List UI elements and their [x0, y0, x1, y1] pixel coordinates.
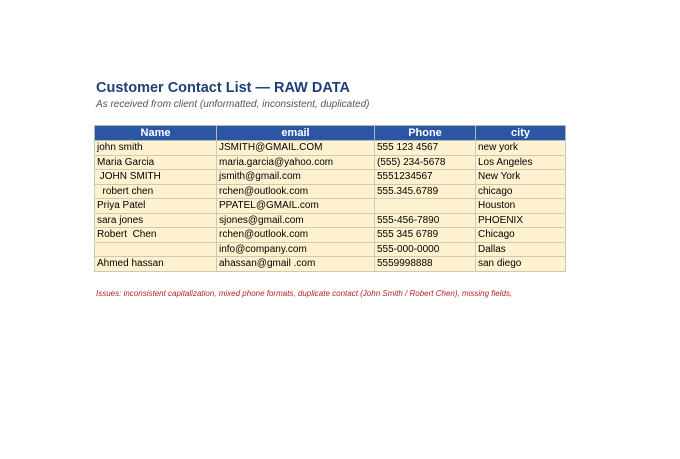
cell-email: info@company.com: [217, 242, 375, 257]
cell-name: Priya Patel: [95, 199, 217, 214]
cell-email: sjones@gmail.com: [217, 213, 375, 228]
table-row: [95, 242, 566, 257]
document-title: Customer Contact List — RAW DATA: [96, 80, 351, 96]
cell-phone: 555 345 6789: [375, 228, 476, 243]
cell-email: JSMITH@GMAIL.COM: [217, 141, 375, 156]
cell-email: maria.garcia@yahoo.com: [217, 155, 375, 170]
table-body: [95, 141, 566, 272]
table-row: [95, 213, 566, 228]
cell-city: Los Angeles: [476, 155, 566, 170]
cell-phone: 555 123 4567: [375, 141, 476, 156]
cell-name: Ahmed hassan: [95, 257, 217, 272]
cell-name: sara jones: [95, 213, 217, 228]
cell-phone: 5551234567: [375, 170, 476, 185]
cell-city: PHOENIX: [476, 213, 566, 228]
header-row: [95, 126, 566, 141]
cell-city: Chicago: [476, 228, 566, 243]
table-row: [95, 155, 566, 170]
table-row: [95, 141, 566, 156]
header-email: email: [217, 126, 375, 141]
table-row: [95, 257, 566, 272]
cell-name: JOHN SMITH: [95, 170, 217, 185]
table-row: [95, 228, 566, 243]
header-name: Name: [95, 126, 217, 141]
cell-name: john smith: [95, 141, 217, 156]
cell-phone: (555) 234-5678: [375, 155, 476, 170]
cell-phone: 5559998888: [375, 257, 476, 272]
issues-note: Issues: inconsistent capitalization, mixed phone formats, duplicate contact (John Smith / Robert Chen), missing fields,: [96, 289, 513, 298]
header-city: city: [476, 126, 566, 141]
cell-phone: 555-000-0000: [375, 242, 476, 257]
cell-phone: 555-456-7890: [375, 213, 476, 228]
cell-name: robert chen: [95, 184, 217, 199]
cell-email: PPATEL@GMAIL.com: [217, 199, 375, 214]
cell-name: Maria Garcia: [95, 155, 217, 170]
contact-table: [94, 125, 566, 272]
cell-phone: [375, 199, 476, 214]
table-row: [95, 184, 566, 199]
cell-city: Houston: [476, 199, 566, 214]
cell-email: ahassan@gmail .com: [217, 257, 375, 272]
cell-city: New York: [476, 170, 566, 185]
cell-email: jsmith@gmail.com: [217, 170, 375, 185]
document-subtitle: As received from client (unformatted, inconsistent, duplicated): [96, 99, 370, 110]
table-row: [95, 199, 566, 214]
cell-email: rchen@outlook.com: [217, 184, 375, 199]
cell-name: [95, 242, 217, 257]
cell-phone: 555.345.6789: [375, 184, 476, 199]
cell-city: Dallas: [476, 242, 566, 257]
table-header: [95, 126, 566, 141]
cell-email: rchen@outlook.com: [217, 228, 375, 243]
cell-name: Robert Chen: [95, 228, 217, 243]
cell-city: new york: [476, 141, 566, 156]
table-row: [95, 170, 566, 185]
header-phone: Phone: [375, 126, 476, 141]
cell-city: san diego: [476, 257, 566, 272]
cell-city: chicago: [476, 184, 566, 199]
